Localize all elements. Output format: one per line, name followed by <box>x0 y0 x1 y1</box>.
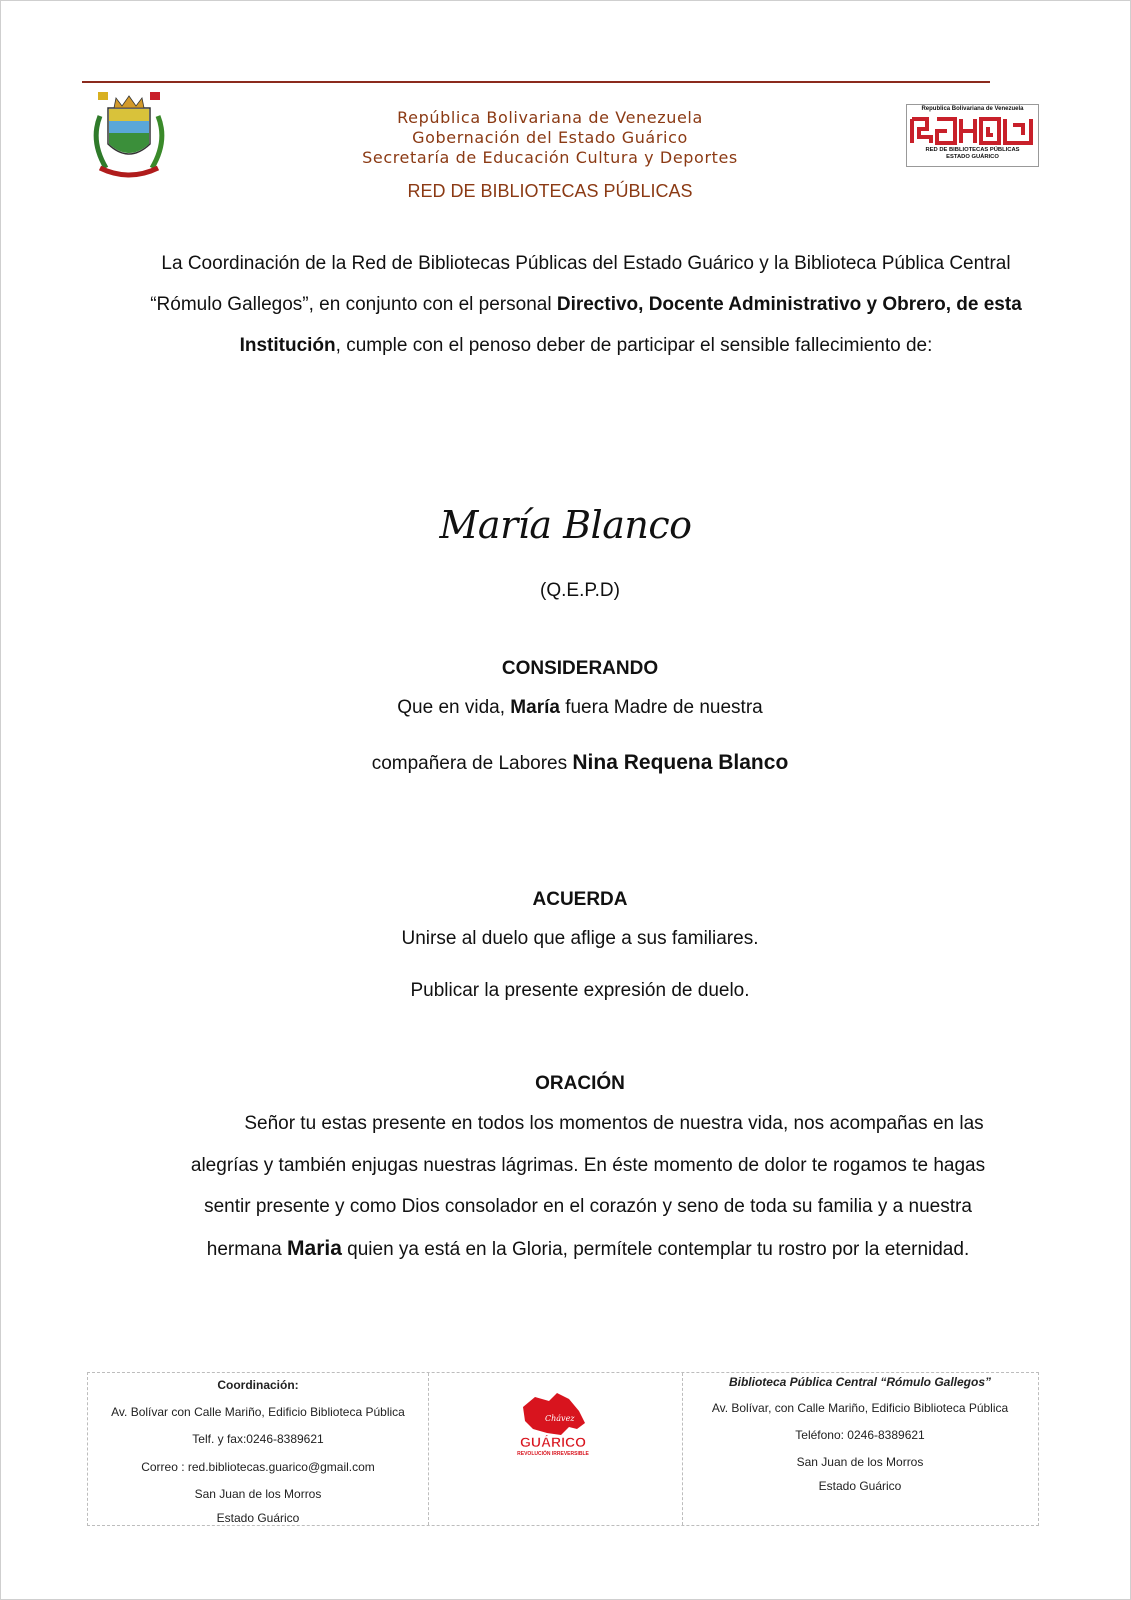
institution-header <box>290 108 810 201</box>
considerando-line-2-bold: Nina Requena Blanco <box>572 751 789 774</box>
intro-text-c: , cumple con el penoso deber de participar el sensible fallecimiento de: <box>335 335 933 356</box>
guarico-map-icon <box>513 1389 593 1461</box>
logo-pattern-icon <box>909 115 1036 147</box>
oracion-heading <box>0 1073 1131 1095</box>
guarico-logo-main-text: GUÁRICO <box>519 1434 587 1450</box>
considerando-heading <box>0 658 1131 680</box>
prayer-paragraph <box>150 1103 1026 1270</box>
intro-paragraph <box>146 243 1026 366</box>
header-line-secretaria: Secretaría de Educación Cultura y Deportes <box>362 148 738 167</box>
guarico-logo-small-text: Chávez <box>545 1414 575 1423</box>
logo-bottom-text <box>907 147 1038 161</box>
logo-bottom-line-2: ESTADO GUÁRICO <box>946 154 999 160</box>
acuerda-heading <box>0 889 1131 911</box>
footer-left-address: Av. Bolívar con Calle Mariño, Edificio Biblioteca Pública <box>111 1405 405 1419</box>
footer-left-title: Coordinación: <box>217 1378 299 1392</box>
considerando-line-1-b: fuera Madre de nuestra <box>559 697 763 718</box>
footer-right-title: Biblioteca Pública Central “Rómulo Gallegos” <box>728 1375 992 1389</box>
footer-right-phone: Teléfono: 0246-8389621 <box>795 1428 925 1442</box>
header-line-republic: República Bolivariana de Venezuela <box>397 108 703 127</box>
footer-right-city: San Juan de los Morros <box>796 1455 924 1469</box>
considerando-line-2-a: compañera de Labores <box>371 753 573 774</box>
footer-guarico-logo <box>428 1373 683 1525</box>
intro-text-a: La Coordinación de la Red de Bibliotecas Públicas del Estado Guárico y la Biblioteca Pública Central “Rómulo Gallegos”, en conjunto con el personal <box>150 253 1011 315</box>
oracion-heading-text: ORACIÓN <box>535 1073 625 1094</box>
header-red-title: RED DE BIBLIOTECAS PÚBLICAS <box>407 181 693 201</box>
prayer-line-1: Señor tu estas presente en todos los momentos de nuestra vida, nos acompañas en las <box>244 1113 984 1134</box>
prayer-line-4-bold: Maria <box>287 1236 342 1260</box>
logo-top-text: Republica Bolivariana de Venezuela <box>921 106 1024 112</box>
prayer-line-4 <box>150 1228 1026 1271</box>
acuerda-heading-text: ACUERDA <box>532 889 628 910</box>
deceased-name: María Blanco <box>439 503 692 547</box>
header-line-gobernacion: Gobernación del Estado Guárico <box>412 128 688 147</box>
intro-text-bold: Directivo, Docente Administrativo y Obrero, de esta Institución <box>239 294 1022 356</box>
qepd-text: (Q.E.P.D) <box>540 580 620 601</box>
footer-left-city: San Juan de los Morros <box>194 1487 322 1501</box>
considerando-line-1 <box>0 697 1131 719</box>
footer-left-email: Correo : red.bibliotecas.guarico@gmail.com <box>141 1460 375 1474</box>
prayer-line-4-a: hermana <box>206 1238 288 1260</box>
guarico-logo-sub-text: REVOLUCIÓN IRREVERSIBLE <box>517 1451 589 1457</box>
acuerda-line-1: Unirse al duelo que aflige a sus familiares. <box>401 928 759 949</box>
considerando-line-2 <box>0 751 1131 775</box>
footer-left-phone: Telf. y fax:0246-8389621 <box>192 1432 324 1446</box>
footer-right-state: Estado Guárico <box>818 1479 902 1493</box>
considerando-line-1-a: Que en vida, <box>397 697 511 718</box>
footer-biblioteca-central <box>682 1373 1038 1525</box>
footer-coordinacion <box>88 1373 429 1525</box>
considerando-heading-text: CONSIDERANDO <box>501 658 659 679</box>
logo-bottom-line-1: RED DE BIBLIOTECAS PÚBLICAS <box>925 147 1020 153</box>
acuerda-line-2: Publicar la presente expresión de duelo. <box>410 980 750 1001</box>
coat-of-arms-emblem <box>86 86 172 182</box>
footer-box <box>87 1372 1039 1526</box>
header-rule <box>82 81 990 83</box>
library-network-logo <box>906 104 1039 167</box>
footer-left-state: Estado Guárico <box>216 1511 300 1525</box>
considerando-line-1-bold: María <box>510 697 560 718</box>
prayer-line-4-b: quien ya está en la Gloria, permítele contemplar tu rostro por la eternidad. <box>341 1238 970 1260</box>
prayer-line-3: sentir presente y como Dios consolador en el corazón y seno de toda su familia y a nuestra <box>204 1196 972 1217</box>
footer-right-address: Av. Bolívar, con Calle Mariño, Edificio Biblioteca Pública <box>711 1401 1009 1415</box>
prayer-line-2: alegrías y también enjugas nuestras lágrimas. En éste momento de dolor te rogamos te hagas <box>190 1154 986 1176</box>
